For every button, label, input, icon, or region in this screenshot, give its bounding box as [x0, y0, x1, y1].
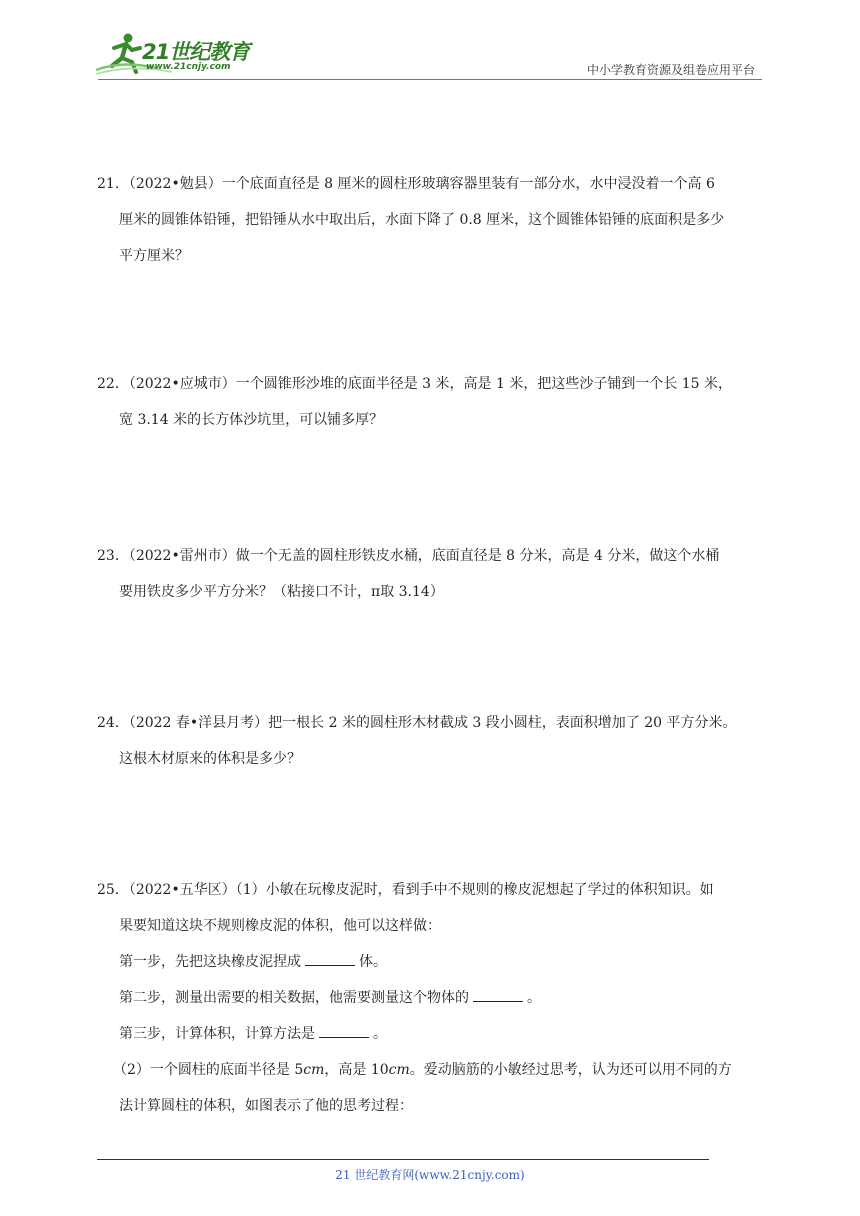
question-line: 平方厘米？: [119, 248, 189, 264]
question-line: 宽 3.14 米的长方体沙坑里，可以铺多厚？: [119, 412, 384, 428]
answer-blank[interactable]: [305, 951, 355, 966]
step-text: 。: [373, 1026, 387, 1042]
question-21: [97, 166, 767, 274]
question-23: [97, 538, 767, 610]
platform-tagline: 中小学教育资源及组卷应用平台: [586, 63, 755, 77]
answer-blank[interactable]: [473, 987, 523, 1002]
question-line: 这根木材原来的体积是多少？: [119, 751, 301, 767]
question-24: [97, 705, 767, 777]
step-text: 体。: [359, 954, 387, 970]
question-line: 24．（2022 春•洋县月考）把一根长 2 米的圆柱形木材截成 3 段小圆柱，表面积增加了 20 平方分米。: [97, 715, 737, 731]
part-2-text: （2）一个圆柱的底面半径是 5: [113, 1062, 304, 1078]
question-line: 法计算圆柱的体积，如图表示了他的思考过程：: [119, 1098, 413, 1114]
footer-link[interactable]: 21 世纪教育网(www.21cnjy.com): [335, 1168, 525, 1182]
part-2-line: [97, 1052, 767, 1088]
question-line: 果要知道这块不规则橡皮泥的体积，他可以这样做：: [119, 918, 441, 934]
part-2-text: 。爱动脑筋的小敏经过思考，认为还可以用不同的方: [409, 1062, 732, 1078]
header-divider: [98, 79, 762, 80]
step-text: 。: [527, 990, 541, 1006]
logo-main-text: 21世纪教育: [142, 40, 250, 64]
footer-divider: [97, 1159, 709, 1160]
question-line: 25．（2022•五华区）（1）小敏在玩橡皮泥时，看到手中不规则的橡皮泥想起了学过的体积知识。如: [97, 882, 714, 898]
question-line: 23．（2022•雷州市）做一个无盖的圆柱形铁皮水桶，底面直径是 8 分米，高是 4 分米，做这个水桶: [97, 548, 720, 564]
step-text: 第三步，计算体积，计算方法是: [119, 1026, 315, 1042]
step-text: 第一步，先把这块橡皮泥捏成: [119, 954, 301, 970]
answer-blank[interactable]: [319, 1023, 369, 1038]
logo-sub-text: www.21cnjy.com: [146, 62, 231, 72]
step-3: [97, 1016, 767, 1052]
question-22: [97, 366, 767, 438]
question-line: 22．（2022•应城市）一个圆锥形沙堆的底面半径是 3 米，高是 1 米，把这些沙子铺到一个长 15 米，: [97, 376, 733, 392]
site-logo[interactable]: [92, 30, 262, 78]
step-text: 第二步，测量出需要的相关数据，他需要测量这个物体的: [119, 990, 469, 1006]
step-1: [97, 944, 767, 980]
page-header: [0, 0, 860, 90]
unit-cm: cm: [303, 1062, 325, 1078]
unit-cm: cm: [388, 1062, 410, 1078]
step-2: [97, 980, 767, 1016]
question-25: [97, 872, 767, 1124]
question-line: 21．（2022•勉县）一个底面直径是 8 厘米的圆柱形玻璃容器里装有一部分水，水中浸没着一个高 6: [97, 176, 715, 192]
part-2-text: ，高是 10: [324, 1062, 389, 1078]
question-line: 厘米的圆锥体铅锤，把铅锤从水中取出后，水面下降了 0.8 厘米，这个圆锥体铅锤的底面积是多少: [119, 212, 725, 228]
question-line: 要用铁皮多少平方分米？（粘接口不计，π取 3.14）: [119, 584, 444, 600]
